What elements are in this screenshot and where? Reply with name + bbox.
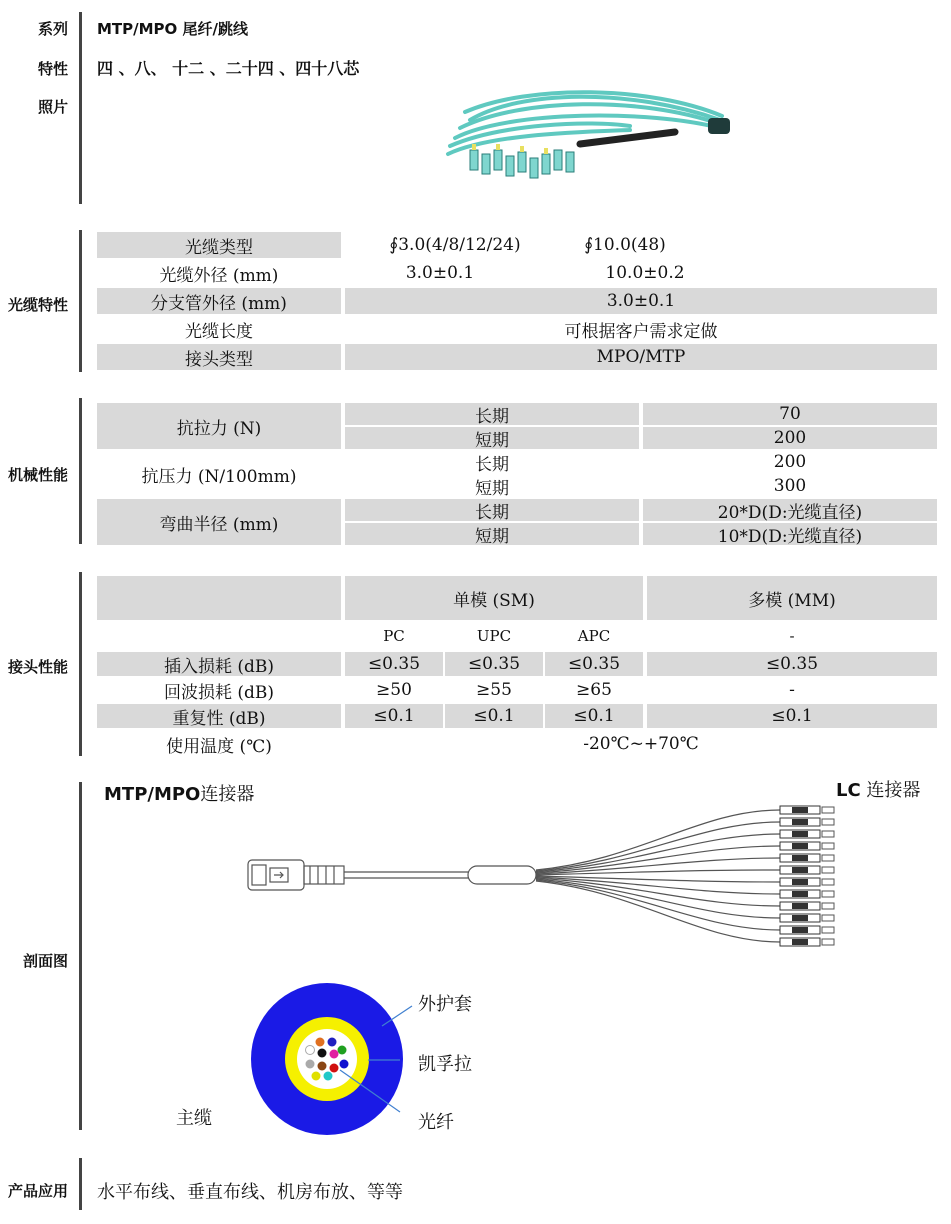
conn-mm-value: ≤0.1 bbox=[647, 704, 937, 728]
cable-row-value: MPO/MTP bbox=[345, 344, 937, 370]
mech-value-long: 20*D(D:光缆直径) bbox=[643, 499, 937, 521]
mech-term-short: 短期 bbox=[345, 523, 639, 545]
mech-value-long: 70 bbox=[643, 403, 937, 425]
conn-pc-value: ≤0.1 bbox=[345, 704, 443, 728]
cable-row-name: 分支管外径 (mm) bbox=[97, 288, 341, 314]
cable-row-value: ∮3.0(4/8/12/24) bbox=[389, 235, 521, 255]
section-divider-conn bbox=[79, 572, 82, 756]
mech-value-long: 200 bbox=[773, 452, 807, 472]
mech-row-name: 抗拉力 (N) bbox=[97, 403, 341, 449]
temp-value: -20℃~+70℃ bbox=[583, 734, 699, 754]
diagram-section-label: 剖面图 bbox=[22, 952, 68, 970]
conn-apc-value: ≤0.35 bbox=[545, 652, 643, 676]
conn-pc-value: ≤0.35 bbox=[345, 652, 443, 676]
conn-upc-value: ≥55 bbox=[476, 680, 512, 700]
mm-sub-header: - bbox=[789, 627, 795, 645]
conn-pc-value: ≥50 bbox=[376, 680, 412, 700]
temp-name: 使用温度 (℃) bbox=[166, 736, 272, 757]
lc-label: LC bbox=[836, 780, 861, 801]
cable-row-value: 可根据客户需求定做 bbox=[564, 321, 718, 342]
mtp-label: MTP/MPO bbox=[104, 784, 201, 805]
conn-upc-value: ≤0.1 bbox=[445, 704, 543, 728]
mpo-connector-shape bbox=[708, 118, 730, 134]
conn-header-blank bbox=[97, 576, 341, 620]
cable-row-name: 接头类型 bbox=[97, 344, 341, 370]
application-label: 产品应用 bbox=[7, 1182, 68, 1200]
cable-row-value: 3.0±0.1 bbox=[345, 288, 937, 314]
cable-row-value: 3.0±0.1 bbox=[405, 263, 475, 283]
mech-term-short: 短期 bbox=[475, 478, 509, 499]
mech-value-short: 10*D(D:光缆直径) bbox=[643, 523, 937, 545]
section-divider-mech bbox=[79, 398, 82, 544]
series-label: 系列 bbox=[37, 20, 68, 38]
mech-value-short: 200 bbox=[643, 427, 937, 449]
main-cable-label: 主缆 bbox=[176, 1108, 212, 1129]
feature-label: 特性 bbox=[37, 60, 68, 78]
mech-term-long: 长期 bbox=[345, 499, 639, 521]
photo-label: 照片 bbox=[37, 98, 68, 116]
cable-row-value: 10.0±0.2 bbox=[605, 263, 685, 283]
mech-value-short: 300 bbox=[773, 476, 807, 496]
application-value: 水平布线、垂直布线、机房布放、等等 bbox=[97, 1182, 403, 1203]
product-photo bbox=[430, 80, 740, 192]
conn-row-name: 重复性 (dB) bbox=[97, 704, 341, 728]
pc-header: PC bbox=[383, 627, 405, 645]
mech-term-long: 长期 bbox=[345, 403, 639, 425]
sm-header: 单模 (SM) bbox=[345, 576, 643, 620]
apc-header: APC bbox=[577, 627, 611, 645]
fanout-drawing bbox=[240, 800, 850, 950]
section-divider-diagram bbox=[79, 782, 82, 1130]
conn-upc-value: ≤0.35 bbox=[445, 652, 543, 676]
cable-section-label: 光缆特性 bbox=[7, 296, 68, 314]
cable-row-name: 光缆外径 (mm) bbox=[159, 265, 279, 286]
fiber-label: 光纤 bbox=[418, 1112, 454, 1133]
section-divider-application bbox=[79, 1158, 82, 1210]
mtp-suffix: 连接器 bbox=[200, 784, 255, 805]
mech-term-short: 短期 bbox=[345, 427, 639, 449]
cable-row-name: 光缆长度 bbox=[185, 321, 253, 342]
kevlar-label: 凯孚拉 bbox=[418, 1054, 472, 1075]
conn-section-label: 接头性能 bbox=[7, 658, 68, 676]
conn-row-name: 回波损耗 (dB) bbox=[163, 682, 275, 703]
section-divider-cable bbox=[79, 230, 82, 372]
outer-jacket-label: 外护套 bbox=[418, 994, 472, 1015]
mtp-connector-caption bbox=[104, 780, 254, 806]
mech-row-name: 抗压力 (N/100mm) bbox=[141, 466, 297, 487]
conn-mm-value: - bbox=[789, 680, 795, 700]
lc-suffix: 连接器 bbox=[860, 780, 921, 801]
mech-section-label: 机械性能 bbox=[7, 466, 68, 484]
mech-row-name: 弯曲半径 (mm) bbox=[97, 499, 341, 545]
conn-row-name: 插入损耗 (dB) bbox=[97, 652, 341, 676]
cable-row-value: ∮10.0(48) bbox=[584, 235, 666, 255]
conn-apc-value: ≥65 bbox=[576, 680, 612, 700]
lc-connector-caption bbox=[836, 776, 920, 802]
conn-mm-value: ≤0.35 bbox=[647, 652, 937, 676]
cable-row-name: 光缆类型 bbox=[97, 232, 341, 258]
lc-connector-array bbox=[780, 806, 820, 946]
series-value: MTP/MPO 尾纤/跳线 bbox=[97, 20, 249, 38]
upc-header: UPC bbox=[476, 627, 512, 645]
feature-value: 四 、八、 十二 、二十四 、四十八芯 bbox=[97, 59, 360, 78]
mech-term-long: 长期 bbox=[475, 454, 509, 475]
section-divider-header bbox=[79, 12, 82, 204]
mm-header: 多模 (MM) bbox=[647, 576, 937, 620]
conn-apc-value: ≤0.1 bbox=[545, 704, 643, 728]
